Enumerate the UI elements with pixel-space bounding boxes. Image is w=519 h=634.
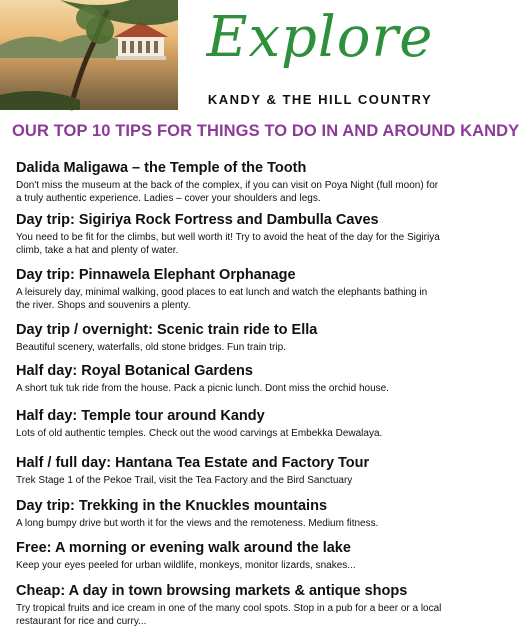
tip-description: You need to be fit for the climbs, but well worth it! Try to avoid the heat of the day for the Sigiriya climb, take a hat and plenty of water.	[16, 232, 440, 256]
page-subtitle: KANDY & THE HILL COUNTRY	[207, 92, 433, 107]
tip-item	[16, 498, 442, 530]
tip-description: A long bumpy drive but worth it for the views and the remoteness. Medium fitness.	[16, 518, 379, 529]
tip-description: A leisurely day, minimal walking, good places to eat lunch and watch the elephants bathing in the river. Shops and souvenirs a plenty.	[16, 287, 428, 311]
tip-description: Beautiful scenery, waterfalls, old stone bridges. Fun train trip.	[16, 342, 286, 353]
hero-photo	[0, 0, 178, 110]
tip-description: Don't miss the museum at the back of the complex, if you can visit on Poya Night (full moon) for a truly authentic experience. Ladies – cover your shoulders and legs.	[16, 180, 439, 204]
tip-item	[16, 583, 442, 628]
tip-item	[16, 408, 442, 440]
tip-description: Try tropical fruits and ice cream in one of the many cool spots. Stop in a pub for a beer or a local restaurant for rice and curry...	[16, 603, 442, 627]
tip-title: Dalida Maligawa – the Temple of the Tooth	[16, 160, 307, 176]
tip-item	[16, 363, 442, 395]
tip-title: Half / full day: Hantana Tea Estate and Factory Tour	[16, 455, 370, 471]
tip-title: Half day: Temple tour around Kandy	[16, 408, 265, 424]
tip-description: Keep your eyes peeled for urban wildlife, monkeys, monitor lizards, snakes...	[16, 560, 356, 571]
tip-title: Cheap: A day in town browsing markets & antique shops	[16, 583, 408, 599]
tip-description: Lots of old authentic temples. Check out the wood carvings at Embekka Dewalaya.	[16, 428, 383, 439]
tip-title: Day trip / overnight: Scenic train ride to Ella	[16, 322, 318, 338]
tip-title: Free: A morning or evening walk around the lake	[16, 540, 351, 556]
page-title: Explore	[206, 5, 434, 70]
tip-item	[16, 540, 442, 572]
tip-description: Trek Stage 1 of the Pekoe Trail, visit the Tea Factory and the Bird Sanctuary	[16, 475, 353, 486]
tip-description: A short tuk tuk ride from the house. Pack a picnic lunch. Dont miss the orchid house.	[16, 383, 389, 394]
lake-temple-photo-icon	[0, 0, 178, 110]
tip-title: Day trip: Pinnawela Elephant Orphanage	[16, 267, 296, 283]
tip-title: Day trip: Trekking in the Knuckles mountains	[16, 498, 328, 514]
tip-title: Half day: Royal Botanical Gardens	[16, 363, 253, 379]
tip-item	[16, 267, 442, 312]
tip-title: Day trip: Sigiriya Rock Fortress and Dambulla Caves	[16, 212, 379, 228]
tip-item	[16, 455, 442, 487]
tip-item	[16, 322, 442, 354]
tip-item	[16, 160, 442, 205]
tip-item	[16, 212, 442, 257]
section-heading: OUR TOP 10 TIPS FOR THINGS TO DO IN AND AROUND KANDY	[12, 122, 519, 140]
